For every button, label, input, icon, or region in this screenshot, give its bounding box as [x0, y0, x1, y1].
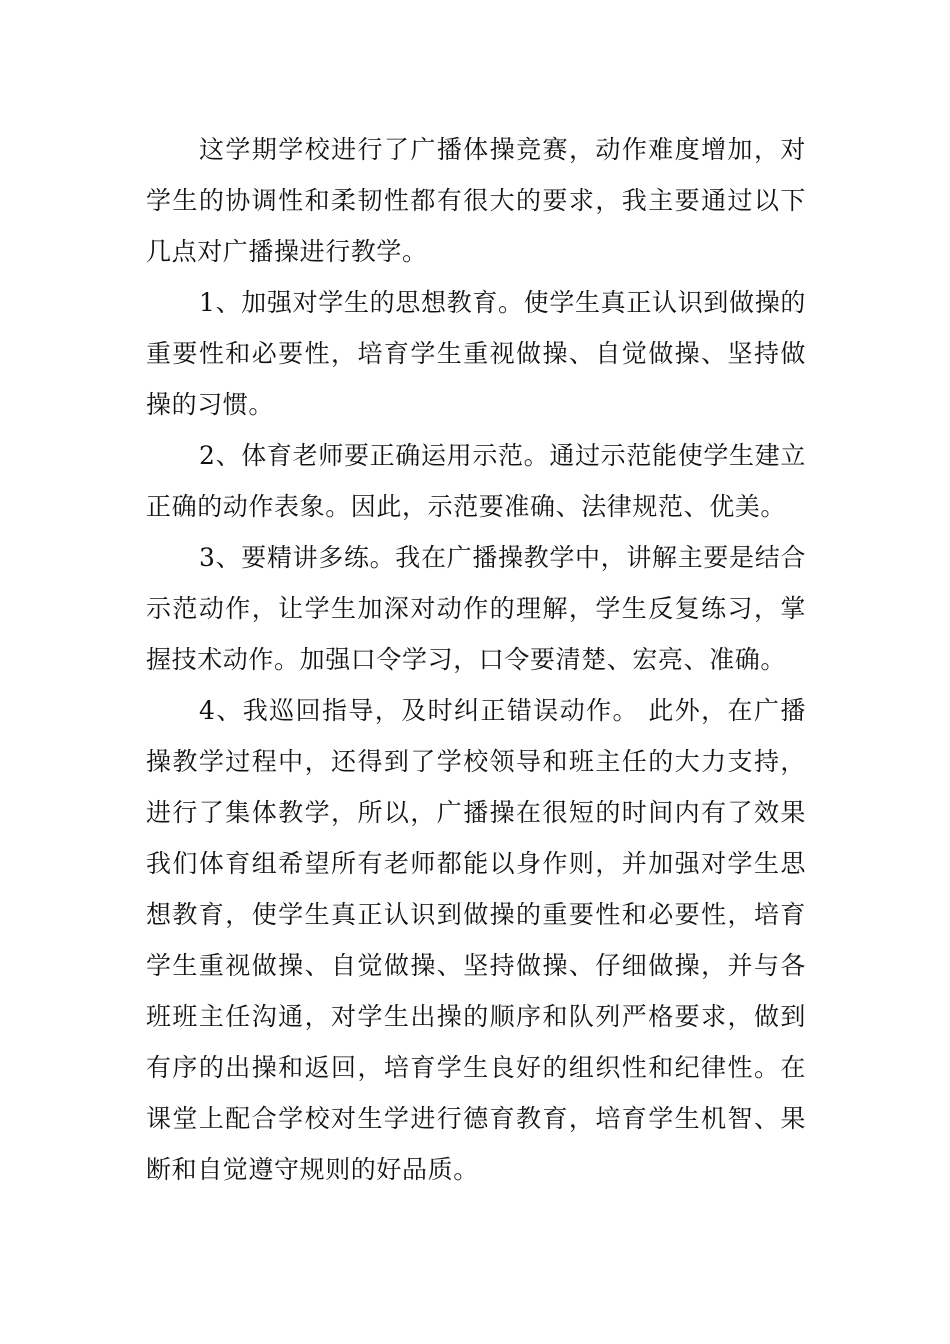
document-body	[146, 124, 806, 1195]
paragraph-point-1: 1、加强对学生的思想教育。使学生真正认识到做操的重要性和必要性，培育学生重视做操、自觉做操、坚持做操的习惯。	[146, 288, 806, 419]
paragraph-point-2: 2、体育老师要正确运用示范。通过示范能使学生建立正确的动作表象。因此，示范要准确、法律规范、优美。	[146, 441, 806, 521]
paragraph-point-3: 3、要精讲多练。我在广播操教学中，讲解主要是结合示范动作，让学生加深对动作的理解，学生反复练习，掌握技术动作。加强口令学习，口令要清楚、宏亮、准确。	[146, 543, 806, 674]
paragraph-intro: 这学期学校进行了广播体操竞赛，动作难度增加，对学生的协调性和柔韧性都有很大的要求，我主要通过以下几点对广播操进行教学。	[146, 135, 806, 266]
paragraph-point-4: 4、我巡回指导，及时纠正错误动作。 此外，在广播操教学过程中，还得到了学校领导和班主任的大力支持，进行了集体教学，所以，广播操在很短的时间内有了效果我们体育组希望所有老师都能以身作则，并加强对学生思想教育，使学生真正认识到做操的重要性和必要性，培育学生重视做操、自觉做操、坚持做操、仔细做操，并与各班班主任沟通，对学生出操的顺序和队列严格要求，做到有序的出操和返回，培育学生良好的组织性和纪律性。在课堂上配合学校对生学进行德育教育，培育学生机智、果断和自觉遵守规则的好品质。	[146, 696, 806, 1184]
